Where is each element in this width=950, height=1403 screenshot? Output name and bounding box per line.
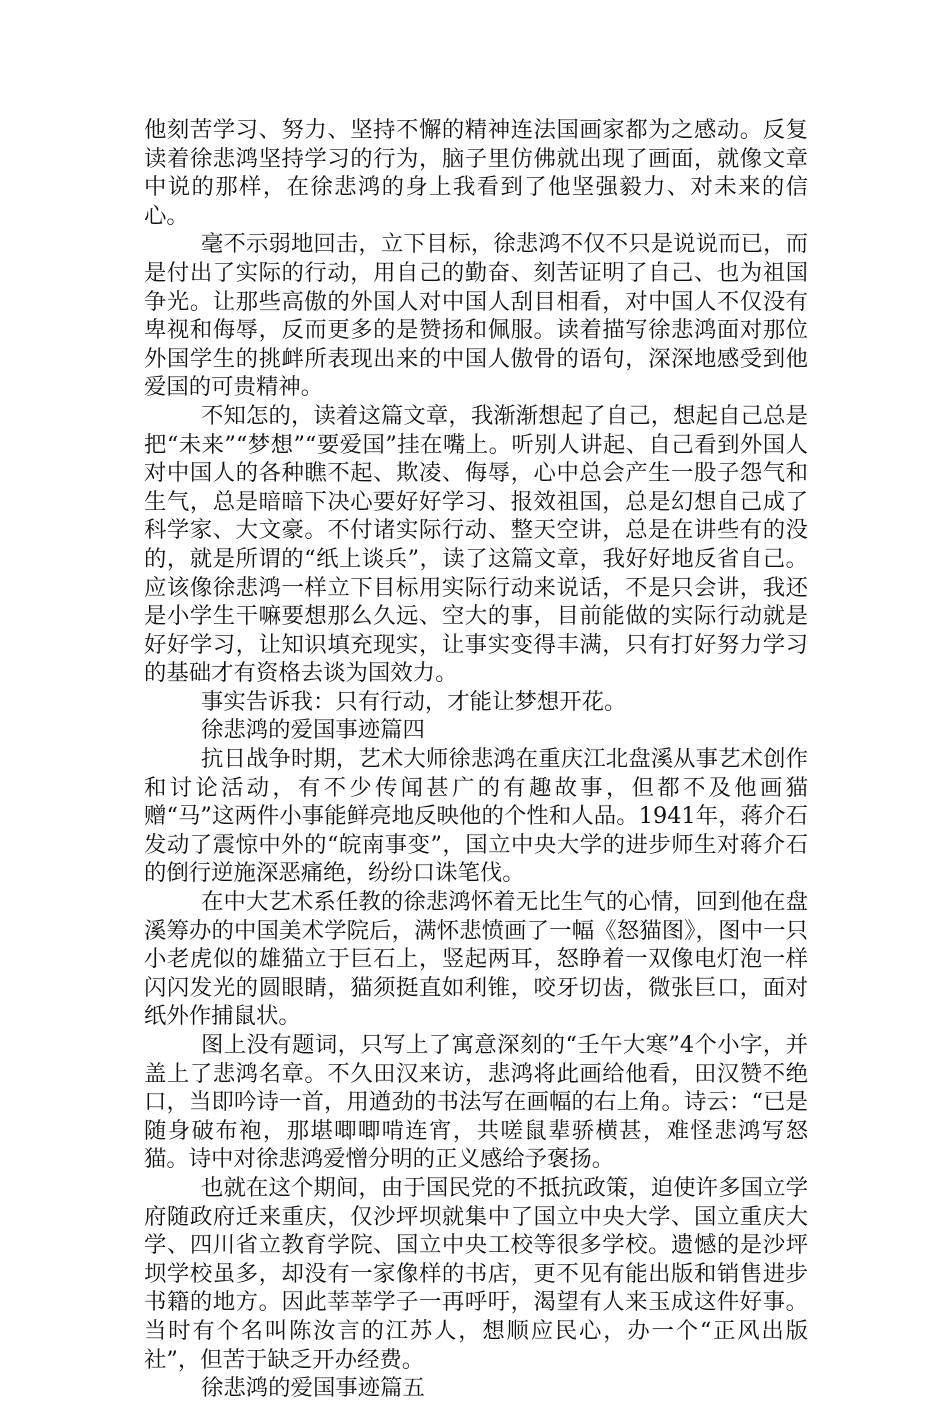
paragraph: 他刻苦学习、努力、坚持不懈的精神连法国画家都为之感动。反复读着徐悲鸿坚持学习的行为，脑子里仿佛就出现了画面，就像文章中说的那样，在徐悲鸿的身上我看到了他坚强毅力、对未来的信心。 [144, 117, 808, 229]
paragraph: 抗日战争时期，艺术大师徐悲鸿在重庆江北盘溪从事艺术创作和讨论活动，有不少传闻甚广的有趣故事，但都不及他画猫赠“马”这两件小事能鲜亮地反映他的个性和人品。1941年，蒋介石发动了震惊中外的“皖南事变”，国立中央大学的进步师生对蒋介石的倒行逆施深恶痛绝，纷纷口诛笔伐。 [144, 746, 808, 887]
paragraph: 在中大艺术系任教的徐悲鸿怀着无比生气的心情，回到他在盘溪筹办的中国美术学院后，满怀悲愤画了一幅《怒猫图》，图中一只小老虎似的雄猫立于巨石上，竖起两耳，怒睁着一双像电灯泡一样闪闪发光的圆眼睛，猫须挺直如利锥，咬牙切齿，微张巨口，面对纸外作捕鼠状。 [144, 889, 808, 1030]
paragraph: 图上没有题词，只写上了寓意深刻的“壬午大寒”4个小字，并盖上了悲鸿名章。不久田汉来访，悲鸿将此画给他看，田汉赞不绝口，当即吟诗一首，用遒劲的书法写在画幅的右上角。诗云：“已是随身破布袍，那堪唧唧啃连宵，共嗟鼠辈骄横甚，难怪悲鸿写怒猫。诗中对徐悲鸿爱憎分明的正义感给予褒扬。 [144, 1032, 808, 1173]
paragraph: 毫不示弱地回击，立下目标，徐悲鸿不仅不只是说说而已，而是付出了实际的行动，用自己的勤奋、刻苦证明了自己、也为祖国争光。让那些高傲的外国人对中国人刮目相看，对中国人不仅没有卑视和侮辱，反而更多的是赞扬和佩服。读着描写徐悲鸿面对那位外国学生的挑衅所表现出来的中国人傲骨的语句，深深地感受到他爱国的可贵精神。 [144, 231, 808, 401]
section-heading: 徐悲鸿的爱国事迹篇四 [201, 717, 425, 744]
paragraph: 不知怎的，读着这篇文章，我渐渐想起了自己，想起自己总是把“未来”“梦想”“要爱国”挂在嘴上。听别人讲起、自己看到外国人对中国人的各种瞧不起、欺凌、侮辱，心中总会产生一股子怨气和生气，总是暗暗下决心要好好学习、报效祖国，总是幻想自己成了科学家、大文豪。不付诸实际行动、整天空讲，总是在讲些有的没的，就是所谓的“纸上谈兵”，读了这篇文章，我好好地反省自己。应该像徐悲鸿一样立下目标用实际行动来说话，不是只会讲，我还是小学生干嘛要想那么久远、空大的事，目前能做的实际行动就是好好学习，让知识填充现实，让事实变得丰满，只有打好努力学习的基础才有资格去谈为国效力。 [144, 402, 808, 687]
paragraph: 事实告诉我：只有行动，才能让梦想开花。 [201, 688, 627, 715]
document-page [144, 116, 808, 1403]
paragraph: 也就在这个期间，由于国民党的不抵抗政策，迫使许多国立学府随政府迁来重庆，仅沙坪坝就集中了国立中央大学、国立重庆大学、四川省立教育学院、国立中央工校等很多学校。遗憾的是沙坪坝学校虽多，却没有一家像样的书店，更不见有能出版和销售进步书籍的地方。因此莘莘学子一再呼吁，渴望有人来玉成这件好事。当时有个名叫陈汝言的江苏人，想顺应民心，办一个“正风出版社”，但苦于缺乏开办经费。 [144, 1174, 808, 1373]
section-heading: 徐悲鸿的爱国事迹篇五 [201, 1375, 425, 1402]
